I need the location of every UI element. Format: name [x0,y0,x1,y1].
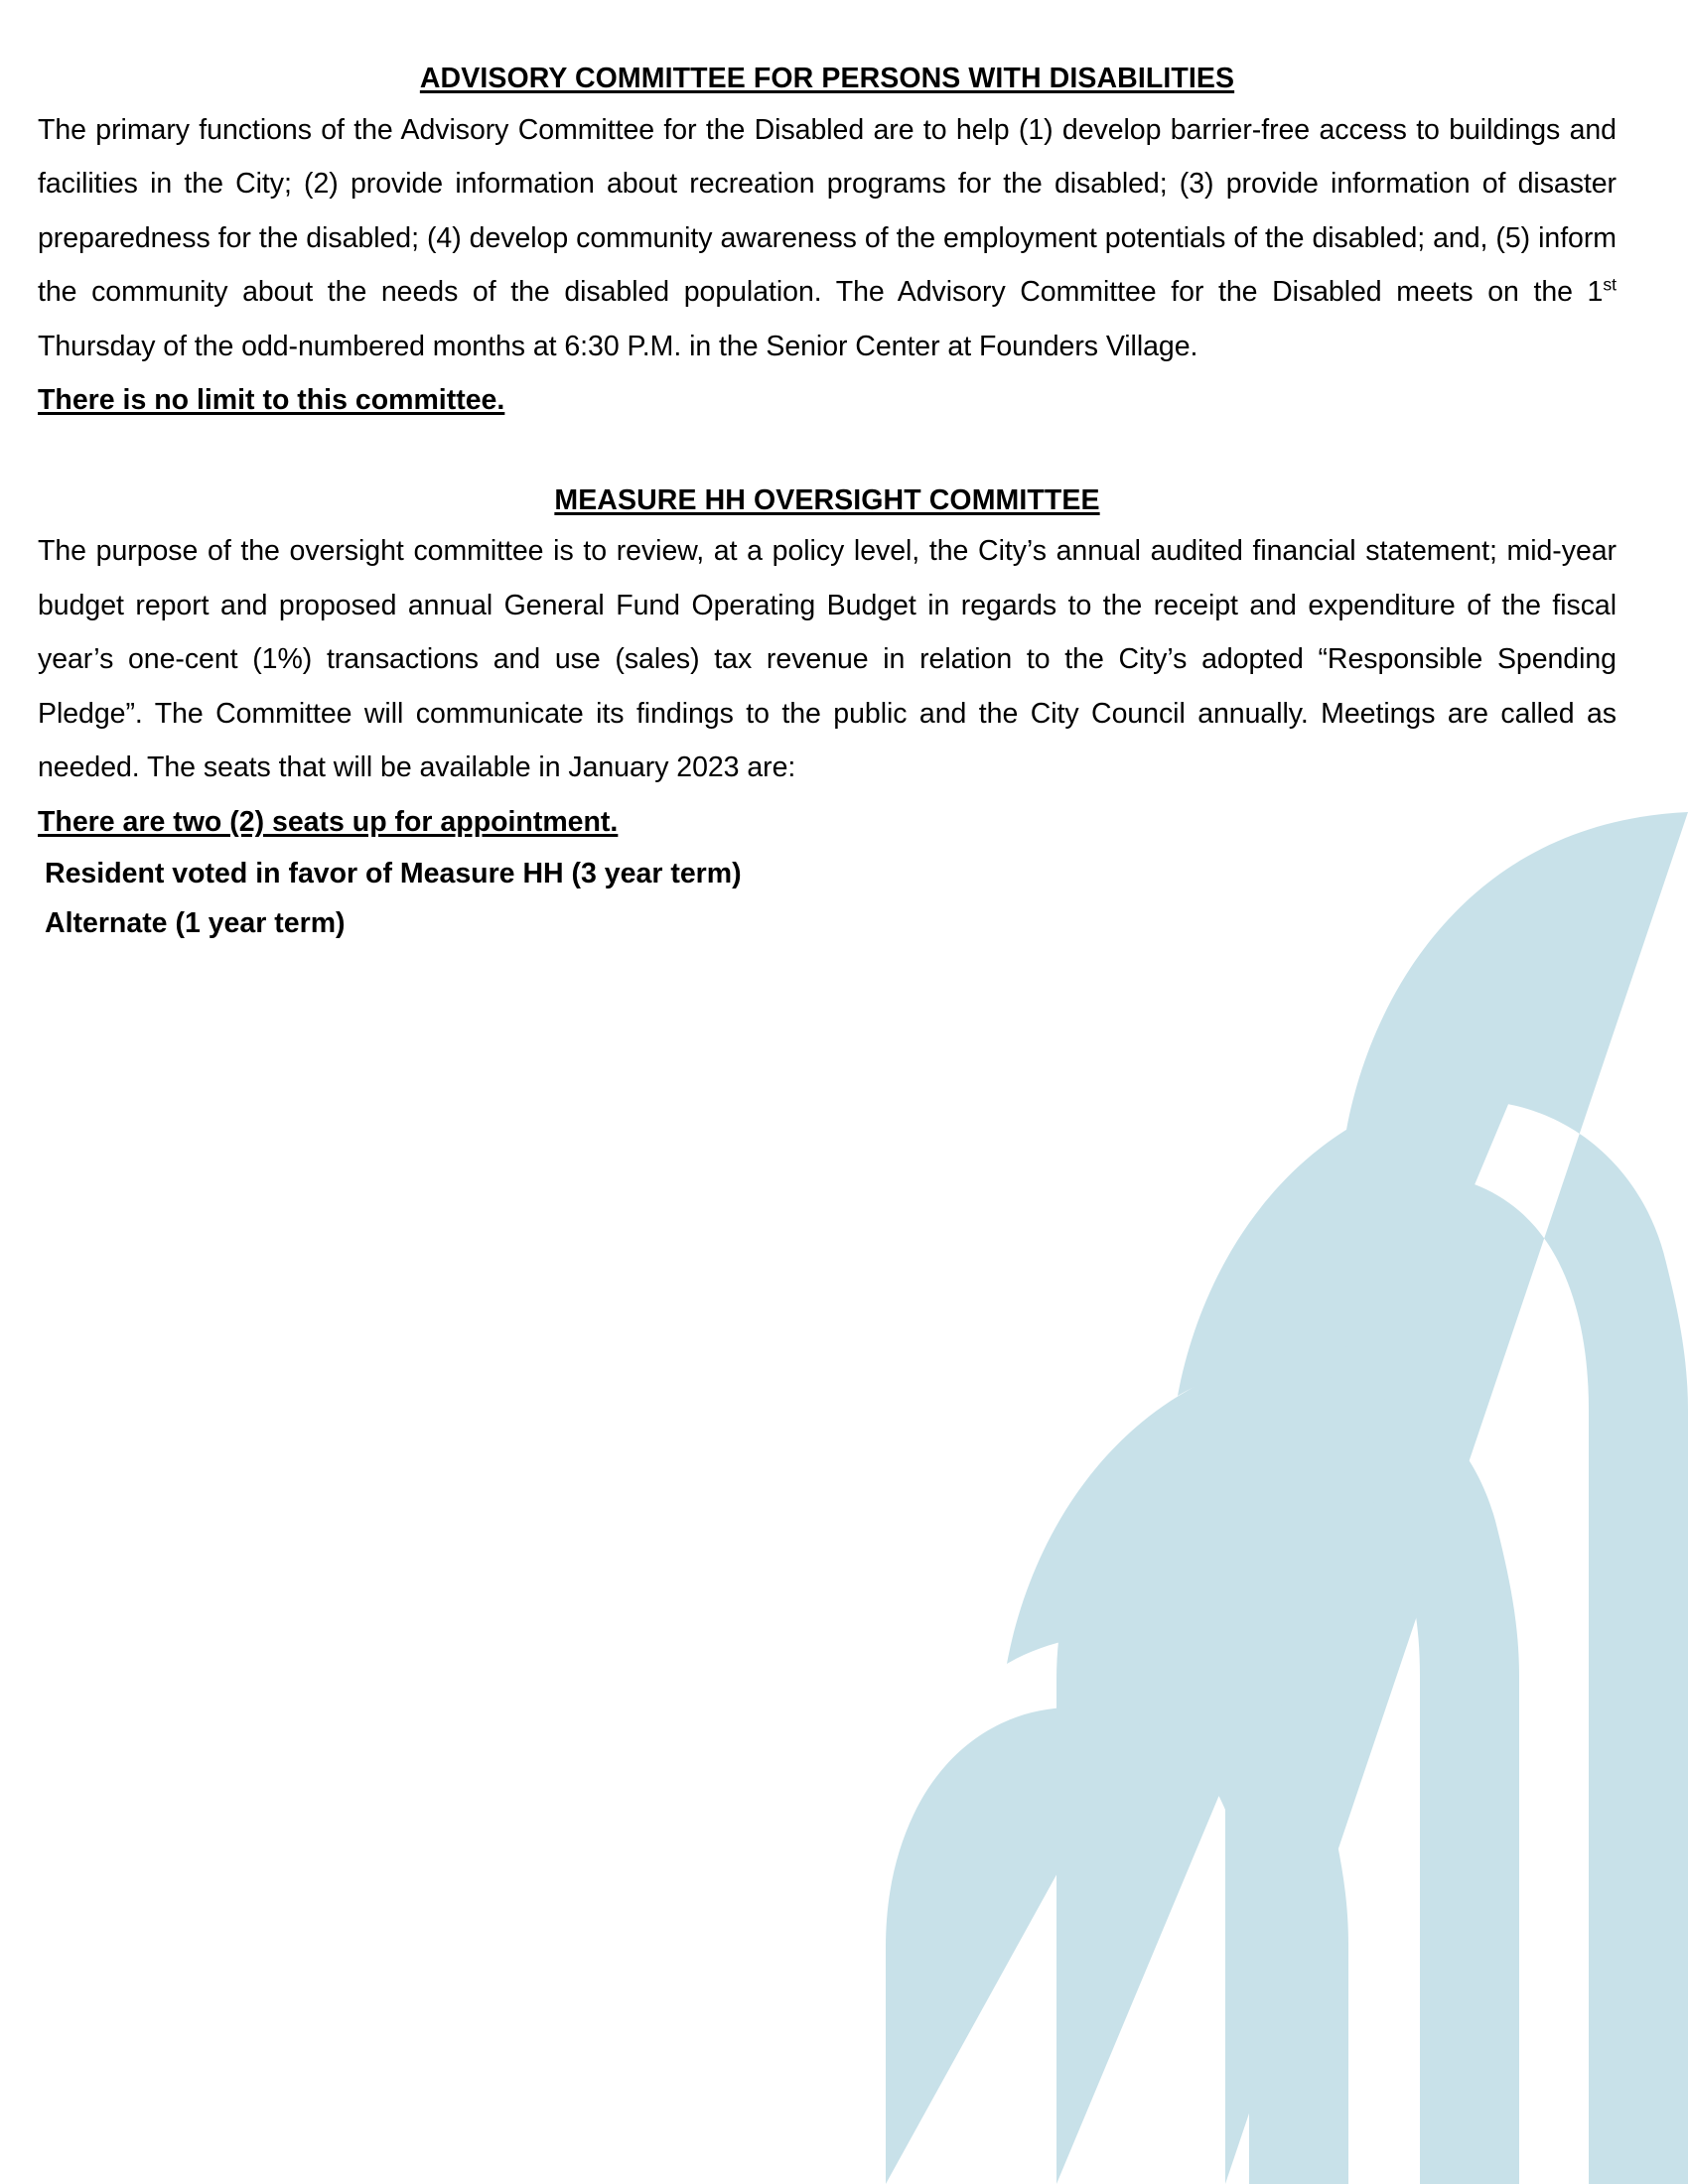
ordinal-suffix: st [1603,274,1617,295]
seat-item-2: Alternate (1 year term) [45,907,346,940]
section-2 [38,483,1617,949]
section-1-body [38,103,1617,374]
section-2-heading-text: MEASURE HH OVERSIGHT COMMITTEE [554,483,1100,516]
section-2-heading [38,483,1617,519]
section-1-body-part-1: The primary functions of the Advisory Committee for the Disabled are to help (1) develop barrier-free access to buildings and facilities in the City; (2) provide information about recreation programs for the disabled; (3) provide information of disaster preparedness for the disabled; (4) develop community awareness of the employment potentials of the disabled; and, (5) inform the community about the needs of the disabled population. The Advisory Committee for the Disabled meets on the 1 [38,113,1617,309]
section-2-note [38,795,1617,850]
section-1-heading [38,62,1617,97]
section-1 [38,62,1617,428]
section-2-note-text: There are two (2) seats up for appointment. [38,805,619,838]
section-1-note-text: There is no limit to this committee. [38,384,505,417]
section-spacer [38,428,1617,483]
section-2-body: The purpose of the oversight committee is to review, at a policy level, the City’s annual audited financial statement; mid-year budget report and proposed annual General Fund Operating Budget in regards to the receipt and expenditure of the fiscal year’s one-cent (1%) transactions and use (sales) tax revenue in relation to the City’s adopted “Responsible Spending Pledge”. The Committee will communicate its findings to the public and the City Council annually. Meetings are called as needed. The seats that will be available in January 2023 are: [38,535,1617,784]
section-1-note [38,373,1617,428]
section-1-body-part-2: Thursday of the odd-numbered months at 6:30 P.M. in the Senior Center at Founders Village. [38,330,1198,362]
section-1-heading-text: ADVISORY COMMITTEE FOR PERSONS WITH DISABILITIES [419,63,1235,94]
seat-item-1: Resident voted in favor of Measure HH (3 year term) [45,858,742,890]
document-content [38,62,1617,948]
wave-graphic [695,794,1688,2184]
